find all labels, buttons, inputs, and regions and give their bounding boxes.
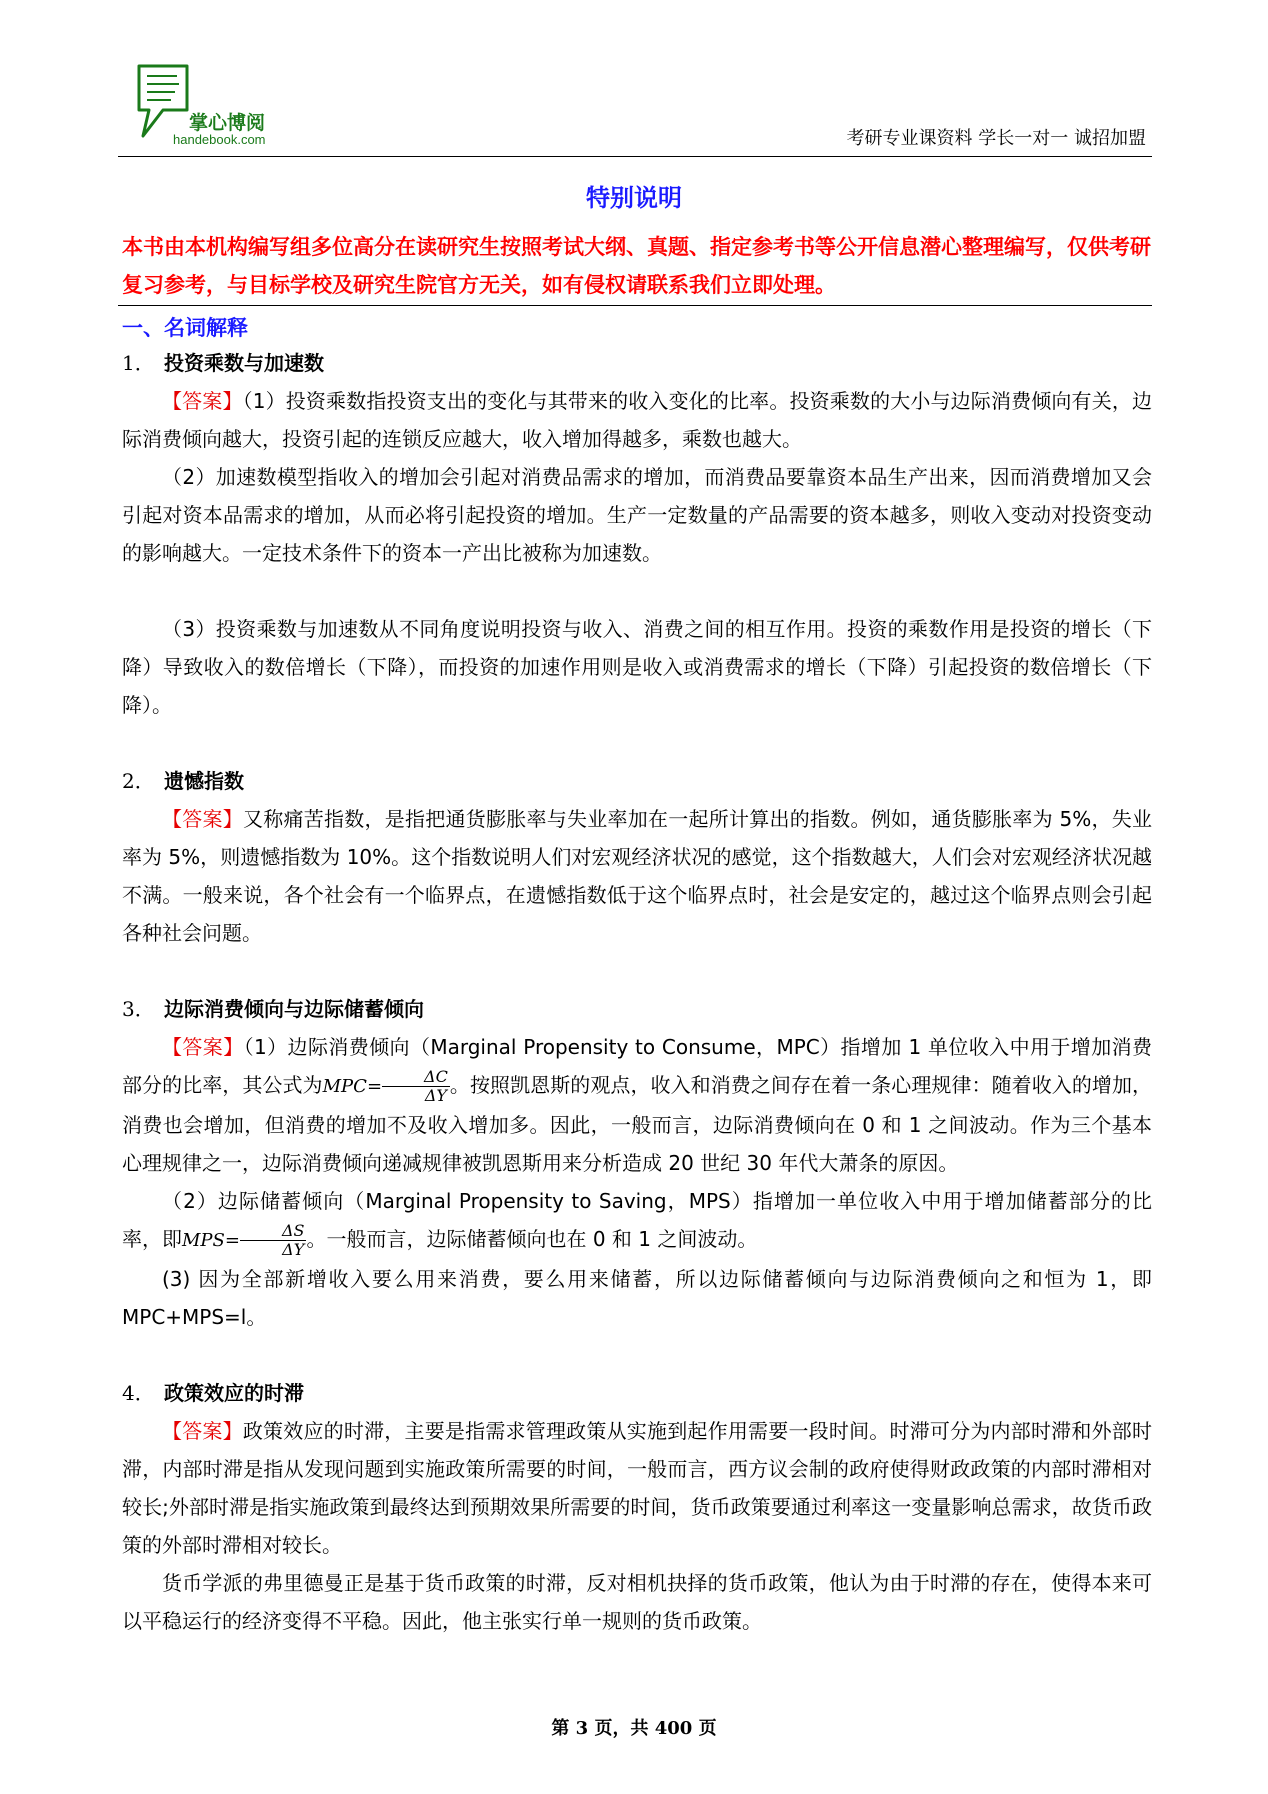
- term-title: 投资乘数与加速数: [164, 351, 324, 375]
- notice-divider: [118, 305, 1152, 306]
- notice-body: 本书由本机构编写组多位高分在读研究生按照考试大纲、真题、指定参考书等公开信息潜心整理编写，仅供考研复习参考，与目标学校及研究生院官方无关，如有侵权请联系我们立即处理。: [122, 235, 1151, 297]
- answer-paragraph: （2）加速数模型指收入的增加会引起对消费品需求的增加，而消费品要靠资本品生产出来，因而消费增加又会引起对资本品需求的增加，从而必将引起投资的增加。生产一定数量的产品需要的资本越多，则收入变动对投资变动的影响越大。一定技术条件下的资本一产出比被称为加速数。: [122, 465, 1152, 565]
- term-heading: [122, 344, 1152, 382]
- logo-url: handebook.com: [173, 132, 266, 147]
- term-title: 政策效应的时滞: [164, 1381, 304, 1405]
- page-footer: 第 3 页，共 400 页: [551, 1718, 717, 1739]
- section-heading: 一、名词解释: [122, 316, 248, 340]
- answer-label: 【答案】: [162, 807, 243, 831]
- answer-paragraph: 【答案】又称痛苦指数，是指把通货膨胀率与失业率加在一起所计算出的指数。例如，通货膨胀率为 5%，失业率为 5%，则遗憾指数为 10%。这个指数说明人们对宏观经济状况的感觉，这个指数越大，人们会对宏观经济状况越不满。一般来说，各个社会有一个临界点，在遗憾指数低于这个临界点时，社会是安定的，越过这个临界点则会引起各种社会问题。: [122, 807, 1152, 945]
- answer-label: 【答案】: [162, 1419, 243, 1443]
- answer-paragraph: （3）投资乘数与加速数从不同角度说明投资与收入、消费之间的相互作用。投资的乘数作用是投资的增长（下降）导致收入的数倍增长（下降），而投资的加速作用则是收入或消费需求的增长（下降）引起投资的数倍增长（下降）。: [122, 617, 1152, 717]
- term-heading: [122, 990, 1152, 1028]
- formula-lhs: MPS=: [182, 1230, 240, 1251]
- logo: [135, 62, 305, 152]
- term-heading: [122, 1374, 1152, 1412]
- answer-paragraph: 【答案】（1）投资乘数指投资支出的变化与其带来的收入变化的比率。投资乘数的大小与边际消费倾向有关，边际消费倾向越大，投资引起的连锁反应越大，收入增加得越多，乘数也越大。: [122, 389, 1152, 451]
- spacer: [122, 572, 1152, 610]
- answer-label: 【答案】: [162, 1035, 244, 1059]
- term-title: 遗憾指数: [164, 769, 244, 793]
- answer-paragraph: 货币学派的弗里德曼正是基于货币政策的时滞，反对相机抉择的货币政策，他认为由于时滞的存在，使得本来可以平稳运行的经济变得不平稳。因此，他主张实行单一规则的货币政策。: [122, 1571, 1152, 1633]
- formula-mpc: $\frac{\Delta C}{\Delta Y}$: [382, 1068, 450, 1105]
- content: [122, 344, 1152, 1640]
- answer-paragraph: 【答案】（1）边际消费倾向（Marginal Propensity to Consume，MPC）指增加 1 单位收入中用于增加消费部分的比率，其公式为MPC= $\frac{\Delta C}{\Delta Y}$ 。按照凯恩斯的观点，收入和消费之间存在着一条心理规律：随着收入的增加，消费也会增加，但消费的增加不及收入增加多。因此，一般而言，边际消费倾向在 0 和 1 之间波动。作为三个基本心理规律之一，边际消费倾向递减规律被凯恩斯用来分析造成 20 世纪 30 年代大萧条的原因。: [122, 1035, 1153, 1175]
- formula-lhs: MPC=: [322, 1076, 383, 1097]
- answer-label: 【答案】: [162, 389, 243, 413]
- term-number: 4．: [122, 1381, 155, 1405]
- spacer: [122, 952, 1152, 990]
- term-number: 2．: [122, 769, 155, 793]
- notice-title: 特别说明: [586, 184, 682, 212]
- spacer: [122, 724, 1152, 762]
- answer-paragraph: (3) 因为全部新增收入要么用来消费，要么用来储蓄，所以边际储蓄倾向与边际消费倾向之和恒为 1，即 MPC+MPS=l。: [122, 1267, 1152, 1329]
- term-number: 1．: [122, 351, 155, 375]
- logo-name: 掌心博阅: [189, 112, 266, 134]
- term-heading: [122, 762, 1152, 800]
- header-divider: [118, 156, 1152, 157]
- spacer: [122, 1336, 1152, 1374]
- answer-paragraph: （2）边际储蓄倾向（Marginal Propensity to Saving，MPS）指增加一单位收入中用于增加储蓄部分的比率，即MPS= $\frac{\Delta S}{\Delta Y}$ 。一般而言，边际储蓄倾向也在 0 和 1 之间波动。: [122, 1189, 1152, 1259]
- header-tagline: 考研专业课资料 学长一对一 诚招加盟: [846, 128, 1146, 149]
- answer-paragraph: 【答案】政策效应的时滞，主要是指需求管理政策从实施到起作用需要一段时间。时滞可分为内部时滞和外部时滞，内部时滞是指从发现问题到实施政策所需要的时间，一般而言，西方议会制的政府使得财政政策的内部时滞相对较长;外部时滞是指实施政策到最终达到预期效果所需要的时间，货币政策要通过利率这一变量影响总需求，故货币政策的外部时滞相对较长。: [122, 1419, 1153, 1557]
- term-title: 边际消费倾向与边际储蓄倾向: [164, 997, 424, 1021]
- term-number: 3．: [122, 997, 155, 1021]
- formula-mps: $\frac{\Delta S}{\Delta Y}$: [240, 1222, 307, 1259]
